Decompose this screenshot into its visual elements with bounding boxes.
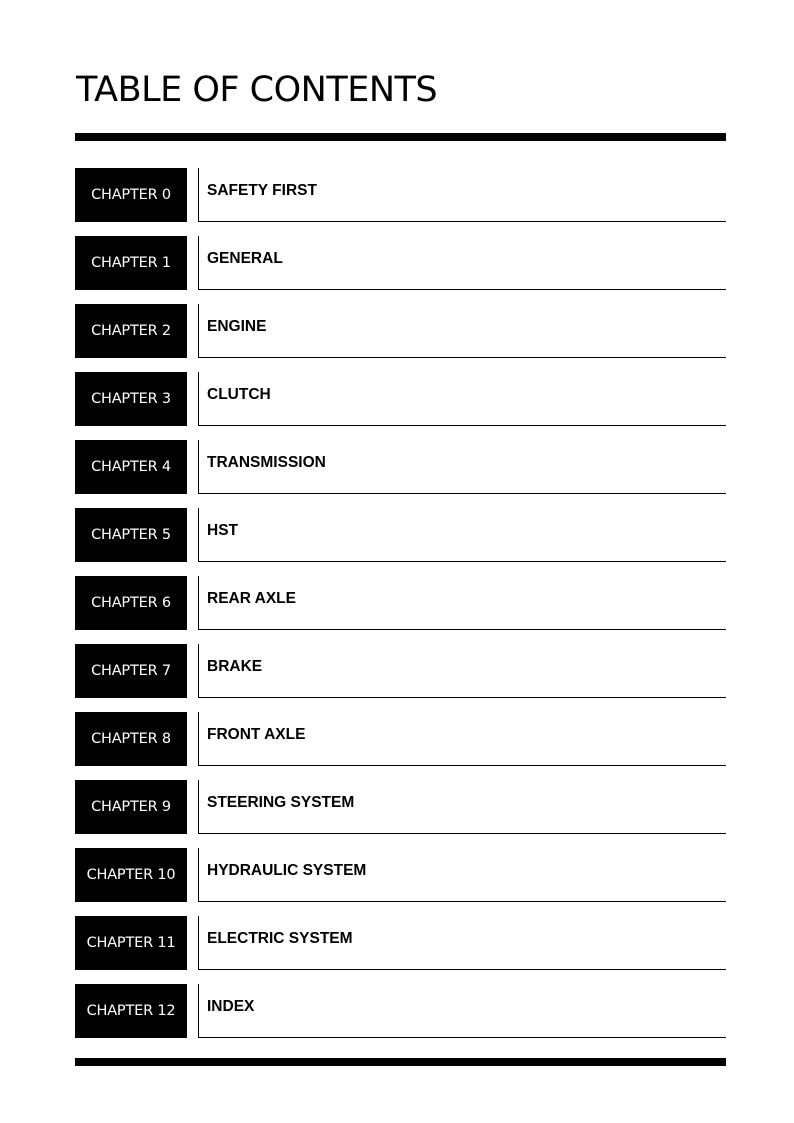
chapter-entry[interactable]	[198, 644, 726, 698]
chapter-entry[interactable]	[198, 916, 726, 970]
chapter-title: FRONT AXLE	[207, 726, 306, 743]
toc-row-chapter-3[interactable]	[75, 372, 726, 426]
chapter-number-badge: CHAPTER 4	[75, 440, 187, 494]
chapter-number-badge: CHAPTER 7	[75, 644, 187, 698]
chapter-entry[interactable]	[198, 372, 726, 426]
chapter-title: SAFETY FIRST	[207, 182, 317, 199]
toc-row-chapter-5[interactable]	[75, 508, 726, 562]
chapter-number-badge: CHAPTER 5	[75, 508, 187, 562]
toc-row-chapter-11[interactable]	[75, 916, 726, 970]
top-divider	[75, 133, 726, 141]
chapter-title: BRAKE	[207, 658, 263, 675]
chapter-title: HYDRAULIC SYSTEM	[207, 862, 367, 879]
toc-row-chapter-8[interactable]	[75, 712, 726, 766]
chapter-title: ENGINE	[207, 318, 267, 335]
chapter-number-badge: CHAPTER 0	[75, 168, 187, 222]
toc-row-chapter-7[interactable]	[75, 644, 726, 698]
toc-row-chapter-4[interactable]	[75, 440, 726, 494]
chapter-number-badge: CHAPTER 8	[75, 712, 187, 766]
chapter-title: TRANSMISSION	[207, 454, 326, 471]
toc-row-chapter-2[interactable]	[75, 304, 726, 358]
chapter-number-badge: CHAPTER 12	[75, 984, 187, 1038]
toc-row-chapter-9[interactable]	[75, 780, 726, 834]
chapter-title: HST	[207, 522, 238, 539]
toc-row-chapter-6[interactable]	[75, 576, 726, 630]
chapter-number-badge: CHAPTER 11	[75, 916, 187, 970]
chapter-entry[interactable]	[198, 304, 726, 358]
chapter-number-badge: CHAPTER 10	[75, 848, 187, 902]
toc-row-chapter-0[interactable]	[75, 168, 726, 222]
chapter-title: ELECTRIC SYSTEM	[207, 930, 353, 947]
chapter-entry[interactable]	[198, 712, 726, 766]
chapter-entry[interactable]	[198, 440, 726, 494]
page-title: TABLE OF CONTENTS	[76, 70, 438, 110]
chapter-title: INDEX	[207, 998, 255, 1015]
chapter-number-badge: CHAPTER 1	[75, 236, 187, 290]
chapter-number-badge: CHAPTER 9	[75, 780, 187, 834]
toc-row-chapter-12[interactable]	[75, 984, 726, 1038]
chapter-entry[interactable]	[198, 168, 726, 222]
chapter-number-badge: CHAPTER 3	[75, 372, 187, 426]
chapter-entry[interactable]	[198, 576, 726, 630]
chapter-title: GENERAL	[207, 250, 283, 267]
chapter-number-badge: CHAPTER 6	[75, 576, 187, 630]
chapter-entry[interactable]	[198, 780, 726, 834]
toc-row-chapter-10[interactable]	[75, 848, 726, 902]
chapter-entry[interactable]	[198, 236, 726, 290]
bottom-divider	[75, 1058, 726, 1066]
chapter-entry[interactable]	[198, 508, 726, 562]
chapter-entry[interactable]	[198, 984, 726, 1038]
chapter-number-badge: CHAPTER 2	[75, 304, 187, 358]
toc-row-chapter-1[interactable]	[75, 236, 726, 290]
chapter-title: REAR AXLE	[207, 590, 296, 607]
chapter-title: STEERING SYSTEM	[207, 794, 355, 811]
toc-list	[75, 168, 726, 1052]
chapter-title: CLUTCH	[207, 386, 271, 403]
chapter-entry[interactable]	[198, 848, 726, 902]
